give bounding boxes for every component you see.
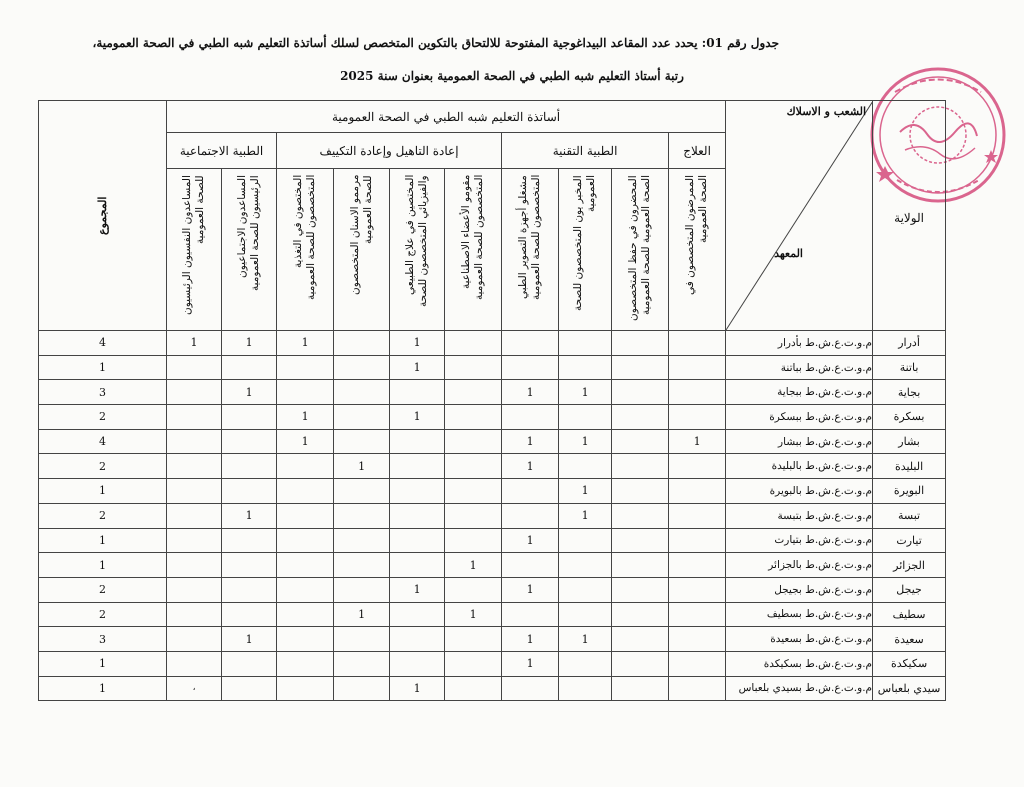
seat-count-cell (222, 676, 277, 701)
seat-count-cell (277, 627, 334, 652)
seat-count-cell (559, 602, 612, 627)
seat-count-cell (334, 479, 390, 504)
seat-count-cell (222, 528, 277, 553)
institute-cell: م.و.ت.ع.ش.ط بسطيف (726, 602, 873, 627)
seat-count-cell (390, 454, 445, 479)
seat-count-cell (612, 355, 669, 380)
table-row (39, 676, 946, 701)
seat-count-cell: 1 (277, 429, 334, 454)
seat-count-cell (612, 602, 669, 627)
wilaya-cell: البليدة (873, 454, 946, 479)
wilaya-cell: سعيدة (873, 627, 946, 652)
seat-count-cell: 1 (334, 454, 390, 479)
seat-count-cell (445, 503, 502, 528)
wilaya-header: الولاية (894, 211, 924, 225)
seat-count-cell (277, 454, 334, 479)
seat-count-cell (222, 651, 277, 676)
seat-count-cell: 1 (390, 676, 445, 701)
seat-count-cell (502, 331, 559, 356)
column-header: مرممو الاسنان المتخصصون للصحة العمومية (334, 169, 390, 331)
column-header: المختصون في التغذية المتخصصون للصحة العمومية (277, 169, 334, 331)
institute-cell: م.و.ت.ع.ش.ط ببسكرة (726, 405, 873, 430)
seat-count-cell (222, 454, 277, 479)
seat-count-cell (390, 528, 445, 553)
seat-count-cell: 1 (390, 405, 445, 430)
wilaya-cell: الجزائر (873, 553, 946, 578)
category-rehab: إعادة التاهيل وإعادة التكييف (277, 133, 502, 169)
corner-diagonal (726, 101, 873, 330)
seat-count-cell: ، (167, 676, 222, 701)
row-total-cell: 1 (39, 553, 167, 578)
seat-count-cell (445, 355, 502, 380)
wilaya-cell: سكيكدة (873, 651, 946, 676)
wilaya-header-cell (873, 101, 946, 331)
table-row (39, 429, 946, 454)
wilaya-cell: جيجل (873, 577, 946, 602)
seat-count-cell (167, 479, 222, 504)
seat-count-cell (167, 651, 222, 676)
table-row (39, 627, 946, 652)
seat-count-cell (559, 405, 612, 430)
wilaya-cell: تبسة (873, 503, 946, 528)
table-row (39, 355, 946, 380)
seat-count-cell (669, 355, 726, 380)
seat-count-cell (390, 503, 445, 528)
seat-count-cell (445, 454, 502, 479)
row-total-cell: 1 (39, 355, 167, 380)
category-therapy: العلاج (669, 133, 726, 169)
seat-count-cell: 1 (559, 380, 612, 405)
seat-count-cell (502, 503, 559, 528)
seat-count-cell (390, 602, 445, 627)
seat-count-cell (167, 553, 222, 578)
seat-count-cell (334, 380, 390, 405)
seat-count-cell (669, 331, 726, 356)
table-row (39, 380, 946, 405)
seat-count-cell (222, 602, 277, 627)
seat-count-cell: 1 (445, 553, 502, 578)
seat-count-cell (277, 676, 334, 701)
seat-count-cell (334, 627, 390, 652)
seat-count-cell (390, 553, 445, 578)
seat-count-cell (612, 553, 669, 578)
row-total-cell: 4 (39, 429, 167, 454)
seat-count-cell (669, 602, 726, 627)
column-header: المخبر يون المتخصصون للصحة العمومية (559, 169, 612, 331)
seat-count-cell (167, 405, 222, 430)
seat-count-cell: 1 (559, 429, 612, 454)
table-row (39, 528, 946, 553)
institute-cell: م.و.ت.ع.ش.ط ببجاية (726, 380, 873, 405)
seat-count-cell (559, 651, 612, 676)
institute-cell: م.و.ت.ع.ش.ط بسكيكدة (726, 651, 873, 676)
seat-count-cell (167, 429, 222, 454)
seat-count-cell (445, 651, 502, 676)
seat-count-cell: 1 (559, 627, 612, 652)
institute-cell: م.و.ت.ع.ش.ط بباتنة (726, 355, 873, 380)
seat-count-cell (445, 331, 502, 356)
seat-count-cell (334, 528, 390, 553)
row-total-cell: 2 (39, 454, 167, 479)
seat-count-cell (167, 627, 222, 652)
wilaya-cell: سطيف (873, 602, 946, 627)
institute-cell: م.و.ت.ع.ش.ط ببشار (726, 429, 873, 454)
seat-count-cell (277, 577, 334, 602)
seat-count-cell (222, 479, 277, 504)
table-row (39, 577, 946, 602)
row-total-cell: 1 (39, 479, 167, 504)
institute-header: المعهد (774, 247, 803, 260)
seat-count-cell (445, 577, 502, 602)
seat-count-cell (612, 651, 669, 676)
seat-count-cell: 1 (390, 331, 445, 356)
institute-cell: م.و.ت.ع.ش.ط بالجزائر (726, 553, 873, 578)
seat-count-cell (334, 429, 390, 454)
seat-count-cell (445, 479, 502, 504)
category-social: الطبية الاجتماعية (167, 133, 277, 169)
seat-count-cell (502, 479, 559, 504)
table-row (39, 454, 946, 479)
institute-cell: م.و.ت.ع.ش.ط بتيارت (726, 528, 873, 553)
seat-count-cell (167, 528, 222, 553)
column-header: الممرضون المتخصصون في الصحة العمومية (669, 169, 726, 331)
seat-count-cell (669, 528, 726, 553)
seat-count-cell: 1 (445, 602, 502, 627)
table-body (39, 331, 946, 701)
seat-count-cell (669, 380, 726, 405)
seat-count-cell: 1 (277, 331, 334, 356)
seat-count-cell (334, 577, 390, 602)
seat-count-cell: 1 (222, 503, 277, 528)
category-technical: الطبية التقنية (502, 133, 669, 169)
seat-count-cell: 1 (502, 380, 559, 405)
seat-count-cell (669, 405, 726, 430)
seat-count-cell (277, 355, 334, 380)
row-total-cell: 3 (39, 627, 167, 652)
table-row (39, 331, 946, 356)
row-total-cell: 2 (39, 602, 167, 627)
seat-count-cell (222, 405, 277, 430)
seat-count-cell (277, 479, 334, 504)
row-total-cell: 3 (39, 380, 167, 405)
column-header: مشغلو أجهزة التصوير الطبي المتخصصون للصحة العمومية (502, 169, 559, 331)
seat-count-cell (334, 553, 390, 578)
wilaya-cell: باتنة (873, 355, 946, 380)
corner-header-cell (726, 101, 873, 331)
seat-count-cell: 1 (334, 602, 390, 627)
seat-count-cell (277, 553, 334, 578)
seat-count-cell (612, 528, 669, 553)
wilaya-cell: أدرار (873, 331, 946, 356)
seat-count-cell (334, 651, 390, 676)
table-caption-line2: رتبة أستاذ التعليم شبه الطبي في الصحة العمومية بعنوان سنة 2025 (340, 69, 684, 83)
seat-count-cell (390, 651, 445, 676)
institute-cell: م.و.ت.ع.ش.ط بتبسة (726, 503, 873, 528)
seat-count-cell (559, 355, 612, 380)
seat-count-cell: 1 (502, 528, 559, 553)
seat-count-cell (669, 503, 726, 528)
seat-count-cell: 1 (277, 405, 334, 430)
seat-count-cell (277, 503, 334, 528)
seat-count-cell: 1 (222, 380, 277, 405)
seat-count-cell (669, 577, 726, 602)
wilaya-cell: البويرة (873, 479, 946, 504)
seat-count-cell (502, 405, 559, 430)
seat-count-cell (167, 380, 222, 405)
seat-count-cell (445, 676, 502, 701)
seat-count-cell (612, 405, 669, 430)
table-row (39, 602, 946, 627)
row-total-cell: 2 (39, 503, 167, 528)
seat-count-cell (669, 676, 726, 701)
seat-count-cell (222, 355, 277, 380)
seat-count-cell (334, 355, 390, 380)
total-header: المجموع (96, 196, 109, 235)
seat-count-cell (167, 503, 222, 528)
seat-count-cell: 1 (669, 429, 726, 454)
seat-count-cell (612, 479, 669, 504)
seat-count-cell (334, 676, 390, 701)
row-total-cell: 1 (39, 651, 167, 676)
seat-count-cell (612, 577, 669, 602)
seat-count-cell (669, 479, 726, 504)
seat-count-cell (612, 454, 669, 479)
total-header-cell (39, 101, 167, 331)
seat-count-cell: 1 (502, 577, 559, 602)
seat-count-cell (277, 651, 334, 676)
table-row (39, 651, 946, 676)
seat-count-cell (559, 528, 612, 553)
column-header: المساعدون الاجتماعيون الرئيسيون للصحة العمومية (222, 169, 277, 331)
seats-distribution-table (38, 100, 946, 701)
wilaya-cell: بشار (873, 429, 946, 454)
seat-count-cell (559, 553, 612, 578)
seat-count-cell (612, 627, 669, 652)
institute-cell: م.و.ت.ع.ش.ط بأدرار (726, 331, 873, 356)
institute-cell: م.و.ت.ع.ش.ط بالبويرة (726, 479, 873, 504)
seat-count-cell: 1 (559, 479, 612, 504)
seat-count-cell (167, 602, 222, 627)
seat-count-cell (612, 331, 669, 356)
seat-count-cell: 1 (502, 454, 559, 479)
seat-count-cell (669, 651, 726, 676)
seat-count-cell (222, 577, 277, 602)
seat-count-cell (167, 454, 222, 479)
seat-count-cell (559, 676, 612, 701)
seat-count-cell: 1 (390, 355, 445, 380)
seat-count-cell (669, 627, 726, 652)
seat-count-cell (445, 429, 502, 454)
wilaya-cell: تيارت (873, 528, 946, 553)
seat-count-cell (612, 503, 669, 528)
institute-cell: م.و.ت.ع.ش.ط بالبليدة (726, 454, 873, 479)
row-total-cell: 1 (39, 676, 167, 701)
seat-count-cell (277, 528, 334, 553)
seat-count-cell: 1 (559, 503, 612, 528)
seat-count-cell (277, 380, 334, 405)
seat-count-cell (334, 405, 390, 430)
seat-count-cell (669, 553, 726, 578)
seat-count-cell: 1 (222, 331, 277, 356)
seat-count-cell: 1 (502, 651, 559, 676)
seat-count-cell (559, 331, 612, 356)
branches-header: الشعب و الاسلاك (786, 105, 867, 118)
seat-count-cell (612, 676, 669, 701)
column-header: المحضرون في حفظ المتخصصون الصحة العمومية للصحة العمومية (612, 169, 669, 331)
table-row (39, 405, 946, 430)
seat-count-cell (334, 331, 390, 356)
group-header: أساتذة التعليم شبه الطبي في الصحة العمومية (167, 101, 726, 133)
seat-count-cell (222, 429, 277, 454)
column-header: المساعدون النفسيون الرئيسيون للصحة العمومية (167, 169, 222, 331)
table-row (39, 503, 946, 528)
column-header: المختصين في علاج الطبيعي والفيزيائي المتخصصون للصحة (390, 169, 445, 331)
seat-count-cell (502, 676, 559, 701)
column-header: مقومو الأعضاء الاصطناعية المتخصصون للصحة العمومية (445, 169, 502, 331)
seat-count-cell (167, 355, 222, 380)
row-total-cell: 2 (39, 577, 167, 602)
seat-count-cell (445, 405, 502, 430)
institute-cell: م.و.ت.ع.ش.ط بسيدي بلعباس (726, 676, 873, 701)
seat-count-cell (559, 454, 612, 479)
seat-count-cell (277, 602, 334, 627)
seat-count-cell (502, 355, 559, 380)
seat-count-cell: 1 (167, 331, 222, 356)
seat-count-cell: 1 (502, 627, 559, 652)
table-row (39, 479, 946, 504)
table-row (39, 553, 946, 578)
seat-count-cell (612, 429, 669, 454)
table-caption-line1: جدول رقم 01: يحدد عدد المقاعد البيداغوجية المفتوحة للالتحاق بالتكوين المتخصص لسلك أساتذة التعليم شبه الطبي في الصحة العمومية، (92, 36, 779, 50)
seat-count-cell: 1 (502, 429, 559, 454)
seat-count-cell (390, 627, 445, 652)
seat-count-cell (390, 479, 445, 504)
seat-count-cell (390, 429, 445, 454)
seat-count-cell: 1 (390, 577, 445, 602)
seat-count-cell (167, 577, 222, 602)
wilaya-cell: سيدي بلعباس (873, 676, 946, 701)
seat-count-cell (502, 553, 559, 578)
institute-cell: م.و.ت.ع.ش.ط بجيجل (726, 577, 873, 602)
institute-cell: م.و.ت.ع.ش.ط بسعيدة (726, 627, 873, 652)
seat-count-cell (334, 503, 390, 528)
seat-count-cell (669, 454, 726, 479)
wilaya-cell: بجاية (873, 380, 946, 405)
seat-count-cell (559, 577, 612, 602)
seat-count-cell (445, 380, 502, 405)
seat-count-cell (502, 602, 559, 627)
seat-count-cell (222, 553, 277, 578)
row-total-cell: 1 (39, 528, 167, 553)
seat-count-cell (612, 380, 669, 405)
seat-count-cell (445, 627, 502, 652)
seat-count-cell: 1 (222, 627, 277, 652)
row-total-cell: 2 (39, 405, 167, 430)
seat-count-cell (445, 528, 502, 553)
row-total-cell: 4 (39, 331, 167, 356)
seat-count-cell (390, 380, 445, 405)
wilaya-cell: بسكرة (873, 405, 946, 430)
